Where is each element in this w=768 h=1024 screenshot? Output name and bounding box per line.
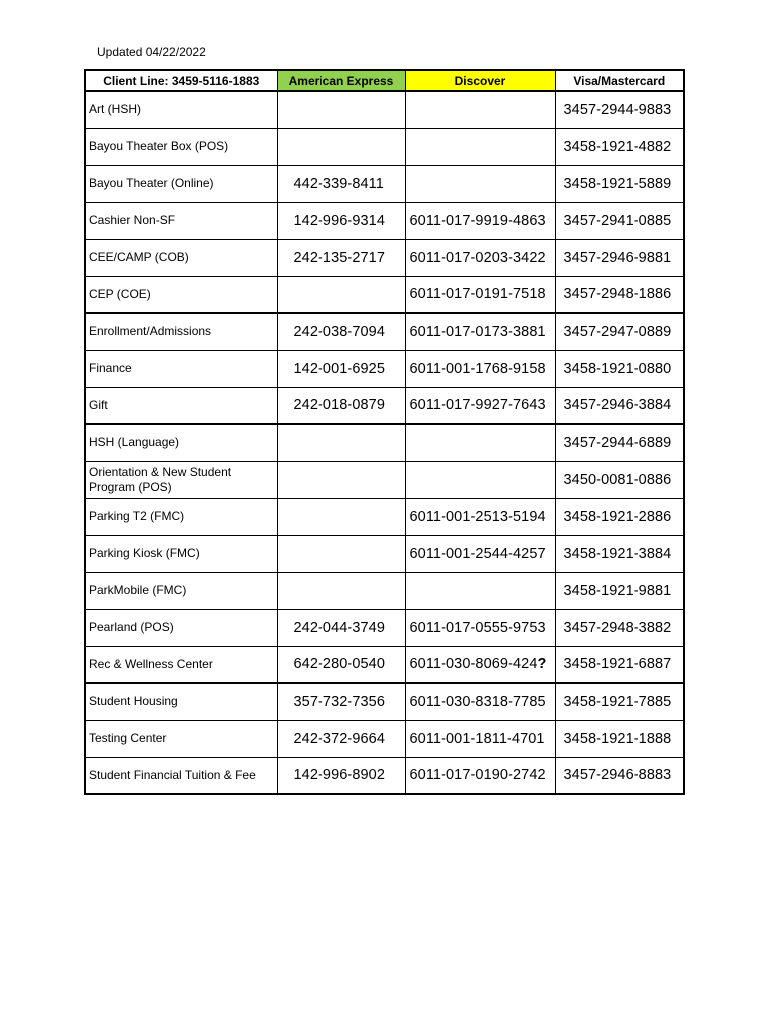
table-row <box>85 387 684 424</box>
table-row <box>85 461 684 498</box>
discover-number-cell <box>405 757 555 794</box>
department-name-cell: Orientation & New Student Program (POS) <box>85 461 277 498</box>
discover-number-text: 6011-017-0191-7518 <box>409 286 546 303</box>
table-row <box>85 572 684 609</box>
visa-mastercard-header: Visa/Mastercard <box>555 70 684 91</box>
discover-number-text: 6011-017-0203-3422 <box>409 249 546 266</box>
discover-number-text: 6011-030-8069-424 <box>409 656 538 673</box>
discover-number-cell <box>405 91 555 128</box>
amex-number-cell: 442-339-8411 <box>277 165 405 202</box>
table-row <box>85 165 684 202</box>
visa-mastercard-number-cell: 3457-2944-6889 <box>555 424 684 461</box>
department-name-cell: Bayou Theater (Online) <box>85 165 277 202</box>
discover-number-cell <box>405 239 555 276</box>
discover-number-suffix: ? <box>537 656 547 673</box>
table-row <box>85 720 684 757</box>
table-row <box>85 128 684 165</box>
amex-number-cell <box>277 535 405 572</box>
visa-mastercard-number-cell: 3457-2948-3882 <box>555 609 684 646</box>
table-row <box>85 757 684 794</box>
department-name-cell: CEP (COE) <box>85 276 277 313</box>
visa-mastercard-number-cell: 3458-1921-3884 <box>555 535 684 572</box>
discover-number-cell <box>405 720 555 757</box>
discover-number-cell <box>405 128 555 165</box>
discover-number-cell <box>405 683 555 720</box>
department-name-cell: Parking T2 (FMC) <box>85 498 277 535</box>
discover-number-cell <box>405 535 555 572</box>
amex-number-cell <box>277 461 405 498</box>
discover-number-text: 6011-017-9927-7643 <box>409 397 546 414</box>
department-name-cell: Finance <box>85 350 277 387</box>
visa-mastercard-number-cell: 3458-1921-9881 <box>555 572 684 609</box>
discover-number-cell <box>405 609 555 646</box>
amex-number-cell: 142-001-6925 <box>277 350 405 387</box>
visa-mastercard-number-cell: 3457-2941-0885 <box>555 202 684 239</box>
visa-mastercard-number-cell: 3457-2946-3884 <box>555 387 684 424</box>
visa-mastercard-number-cell: 3458-1921-1888 <box>555 720 684 757</box>
department-name-cell: Enrollment/Admissions <box>85 313 277 350</box>
table-row <box>85 239 684 276</box>
amex-number-cell: 242-038-7094 <box>277 313 405 350</box>
discover-number-cell <box>405 424 555 461</box>
department-name-cell: Student Financial Tuition & Fee <box>85 757 277 794</box>
amex-number-cell: 142-996-9314 <box>277 202 405 239</box>
amex-number-cell: 242-135-2717 <box>277 239 405 276</box>
department-name-cell: CEE/CAMP (COB) <box>85 239 277 276</box>
table-body <box>85 91 684 794</box>
discover-number-cell <box>405 350 555 387</box>
amex-number-cell: 242-372-9664 <box>277 720 405 757</box>
discover-number-text: 6011-017-9919-4863 <box>409 212 546 229</box>
department-name-cell: Parking Kiosk (FMC) <box>85 535 277 572</box>
header-row <box>85 70 684 91</box>
department-name-cell: Bayou Theater Box (POS) <box>85 128 277 165</box>
visa-mastercard-number-cell: 3458-1921-2886 <box>555 498 684 535</box>
discover-header: Discover <box>405 70 555 91</box>
updated-date-label: Updated 04/22/2022 <box>97 45 206 59</box>
discover-number-text: 6011-001-2513-5194 <box>409 508 546 525</box>
department-name-cell: Rec & Wellness Center <box>85 646 277 683</box>
table-row <box>85 535 684 572</box>
discover-number-cell <box>405 202 555 239</box>
visa-mastercard-number-cell: 3458-1921-4882 <box>555 128 684 165</box>
table-row <box>85 683 684 720</box>
department-name-cell: Student Housing <box>85 683 277 720</box>
merchant-account-table <box>84 69 685 795</box>
table-row <box>85 202 684 239</box>
visa-mastercard-number-cell: 3457-2946-8883 <box>555 757 684 794</box>
department-name-cell: Art (HSH) <box>85 91 277 128</box>
amex-header: American Express <box>277 70 405 91</box>
amex-number-cell: 357-732-7356 <box>277 683 405 720</box>
amex-number-cell: 242-044-3749 <box>277 609 405 646</box>
visa-mastercard-number-cell: 3457-2946-9881 <box>555 239 684 276</box>
discover-number-cell <box>405 461 555 498</box>
amex-number-cell <box>277 424 405 461</box>
visa-mastercard-number-cell: 3458-1921-0880 <box>555 350 684 387</box>
visa-mastercard-number-cell: 3457-2944-9883 <box>555 91 684 128</box>
amex-number-cell <box>277 498 405 535</box>
discover-number-cell <box>405 646 555 683</box>
discover-number-text: 6011-017-0555-9753 <box>409 619 546 636</box>
visa-mastercard-number-cell: 3457-2948-1886 <box>555 276 684 313</box>
table-row <box>85 350 684 387</box>
department-name-cell: Testing Center <box>85 720 277 757</box>
discover-number-cell <box>405 387 555 424</box>
table-row <box>85 609 684 646</box>
discover-number-text: 6011-030-8318-7785 <box>409 693 546 710</box>
discover-number-text: 6011-017-0173-3881 <box>409 323 546 340</box>
visa-mastercard-number-cell: 3458-1921-7885 <box>555 683 684 720</box>
table-row <box>85 646 684 683</box>
amex-number-cell <box>277 572 405 609</box>
amex-number-cell: 642-280-0540 <box>277 646 405 683</box>
department-name-cell: Gift <box>85 387 277 424</box>
amex-number-cell <box>277 276 405 313</box>
discover-number-cell <box>405 498 555 535</box>
visa-mastercard-number-cell: 3458-1921-5889 <box>555 165 684 202</box>
department-name-cell: Cashier Non-SF <box>85 202 277 239</box>
amex-number-cell: 142-996-8902 <box>277 757 405 794</box>
discover-number-cell <box>405 165 555 202</box>
visa-mastercard-number-cell: 3450-0081-0886 <box>555 461 684 498</box>
amex-number-cell <box>277 91 405 128</box>
department-name-cell: ParkMobile (FMC) <box>85 572 277 609</box>
table-row <box>85 313 684 350</box>
discover-number-cell <box>405 572 555 609</box>
visa-mastercard-number-cell: 3458-1921-6887 <box>555 646 684 683</box>
discover-number-text: 6011-017-0190-2742 <box>409 767 546 784</box>
table-row <box>85 276 684 313</box>
department-name-cell: HSH (Language) <box>85 424 277 461</box>
table-row <box>85 424 684 461</box>
discover-number-text: 6011-001-2544-4257 <box>409 545 546 562</box>
discover-number-cell <box>405 313 555 350</box>
department-name-cell: Pearland (POS) <box>85 609 277 646</box>
visa-mastercard-number-cell: 3457-2947-0889 <box>555 313 684 350</box>
amex-number-cell: 242-018-0879 <box>277 387 405 424</box>
table-row <box>85 498 684 535</box>
discover-number-cell <box>405 276 555 313</box>
amex-number-cell <box>277 128 405 165</box>
table-row <box>85 91 684 128</box>
client-line-header: Client Line: 3459-5116-1883 <box>85 70 277 91</box>
discover-number-text: 6011-001-1811-4701 <box>409 730 545 747</box>
discover-number-text: 6011-001-1768-9158 <box>409 360 546 377</box>
